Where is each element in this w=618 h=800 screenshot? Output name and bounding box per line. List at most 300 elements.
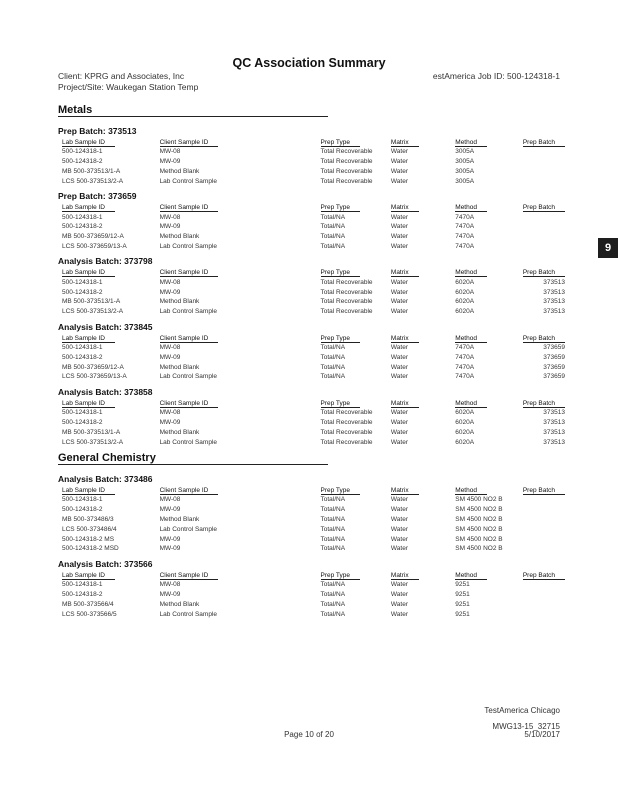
table-cell [520, 495, 569, 505]
column-header [61, 138, 159, 147]
column-header [320, 571, 390, 580]
column-header [390, 268, 454, 277]
column-header [320, 486, 390, 495]
table-cell: Total/NA [320, 545, 346, 553]
table-cell: 500-124318-2 [62, 418, 103, 426]
table-cell: MW-09 [159, 158, 181, 166]
table-cell: Water [390, 409, 409, 417]
table-cell [520, 157, 569, 167]
table-cell [520, 590, 569, 600]
table-cell: Total/NA [320, 242, 346, 250]
section-title: Metals [58, 104, 93, 116]
table-cell: 6020A [455, 278, 475, 286]
column-header [61, 203, 159, 212]
table-cell [520, 534, 569, 544]
batch-title: Prep Batch: 373513 [58, 126, 137, 136]
table-row [61, 343, 569, 353]
table-cell: LCS 500-373659/13-A [62, 242, 127, 250]
table-cell: Water [390, 288, 409, 296]
table-cell: Lab Control Sample [159, 242, 218, 250]
report-body [58, 103, 566, 624]
table-cell: MW-09 [159, 506, 181, 514]
table-cell: LCS 500-373513/2-A [62, 308, 124, 316]
table-cell: 6020A [455, 288, 475, 296]
table-cell: 9251 [455, 600, 470, 608]
column-header-label: Method [455, 400, 487, 408]
table-cell: 500-124318-1 [62, 409, 103, 417]
table-cell [520, 232, 569, 242]
table-cell: Water [390, 535, 409, 543]
table-cell: 500-124318-2 [62, 353, 103, 361]
table-cell: Total Recoverable [320, 418, 373, 426]
table-cell: 373513 [543, 278, 565, 286]
table-cell: Water [390, 515, 409, 523]
section-divider [58, 464, 328, 465]
table-cell: 500-124318-2 [62, 158, 103, 166]
table-cell: Total/NA [320, 525, 346, 533]
table-cell: 9251 [455, 581, 470, 589]
project-site: Project/Site: Waukegan Station Temp [58, 82, 199, 92]
table-cell: 500-124318-2 [62, 506, 103, 514]
table-row [61, 580, 569, 590]
table-cell: 7470A [455, 363, 475, 371]
column-header-label: Prep Type [321, 269, 361, 277]
table-cell: MB 500-373513/1-A [62, 298, 121, 306]
table-cell: Method Blank [159, 363, 200, 371]
column-header-label: Method [455, 572, 487, 580]
client-name: Client: KPRG and Associates, Inc [58, 71, 185, 81]
column-header-label: Matrix [391, 139, 419, 147]
table-cell: Water [390, 177, 409, 185]
table-cell: 6020A [455, 428, 475, 436]
table-cell: 6020A [455, 418, 475, 426]
column-header-label: Prep Type [321, 572, 361, 580]
table-cell: Total Recoverable [320, 428, 373, 436]
column-header [159, 203, 320, 212]
table-cell: Total/NA [320, 213, 346, 221]
table-cell: Total/NA [320, 496, 346, 504]
column-header-label: Method [455, 487, 487, 495]
table-cell: 9251 [455, 590, 470, 598]
table-cell: Water [390, 363, 409, 371]
table-row [61, 307, 569, 317]
table-cell: Water [390, 438, 409, 446]
batch-title: Analysis Batch: 373845 [58, 321, 153, 332]
table-cell [520, 167, 569, 177]
table-cell: 7470A [455, 223, 475, 231]
table-cell: MB 500-373513/1-A [62, 167, 121, 175]
column-header [159, 486, 320, 495]
table-cell: 500-124318-1 [62, 278, 103, 286]
table-cell: Water [390, 428, 409, 436]
table-cell: Total Recoverable [320, 167, 373, 175]
column-header [390, 138, 454, 147]
table-cell: Method Blank [159, 428, 200, 436]
column-header [520, 399, 569, 408]
table-header-row [61, 399, 569, 408]
table-row [61, 408, 569, 418]
table-cell: 7470A [455, 233, 475, 241]
table-cell: SM 4500 NO2 B [455, 496, 503, 504]
column-header [390, 399, 454, 408]
table-cell: Method Blank [159, 515, 200, 523]
table-cell: Water [390, 242, 409, 250]
table-row [61, 609, 569, 619]
table-row [61, 277, 569, 287]
column-header [390, 334, 454, 343]
table-cell: Total Recoverable [320, 298, 373, 306]
table-cell: 373513 [543, 438, 565, 446]
column-header [159, 268, 320, 277]
table-cell: Water [390, 590, 409, 598]
column-header [520, 203, 569, 212]
table-cell: Water [390, 373, 409, 381]
table-cell: 373513 [543, 298, 565, 306]
table-row [61, 495, 569, 505]
column-header-label: Client Sample ID [160, 139, 219, 147]
column-header [520, 138, 569, 147]
table-cell: LCS 500-373513/2-A [62, 177, 124, 185]
table-cell: SM 4500 NO2 B [455, 506, 503, 514]
table-cell: MW-09 [159, 545, 181, 553]
section-divider [58, 116, 328, 117]
table-cell: LCS 500-373566/5 [62, 610, 117, 618]
table-row [61, 297, 569, 307]
column-header-label: Method [455, 335, 487, 343]
column-header-label: Matrix [391, 487, 419, 495]
column-header-label: Lab Sample ID [62, 335, 115, 343]
column-header-label: Client Sample ID [160, 487, 219, 495]
batch-table [61, 268, 569, 316]
table-cell: 6020A [455, 308, 475, 316]
table-cell: Method Blank [159, 298, 200, 306]
table-cell: 373659 [543, 363, 565, 371]
table-cell: Water [390, 610, 409, 618]
table-cell: MW-08 [159, 409, 181, 417]
column-header [454, 334, 519, 343]
table-cell: Total/NA [320, 600, 346, 608]
column-header-label: Lab Sample ID [62, 487, 115, 495]
table-header-row [61, 334, 569, 343]
table-cell: Water [390, 223, 409, 231]
column-header [159, 571, 320, 580]
table-row [61, 287, 569, 297]
table-cell: Total/NA [320, 590, 346, 598]
column-header-label: Prep Type [321, 139, 361, 147]
column-header [320, 268, 390, 277]
table-cell [520, 222, 569, 232]
table-cell: MB 500-373513/1-A [62, 428, 121, 436]
table-cell: 373659 [543, 343, 565, 351]
section-title: General Chemistry [58, 451, 156, 464]
table-cell: 6020A [455, 298, 475, 306]
column-header [61, 571, 159, 580]
batch-table [61, 399, 569, 447]
table-cell: Method Blank [159, 233, 200, 241]
table-cell [520, 599, 569, 609]
table-row [61, 599, 569, 609]
table-cell: MW-09 [159, 353, 181, 361]
table-cell: Total/NA [320, 506, 346, 514]
table-cell [520, 242, 569, 252]
table-cell: MW-09 [159, 288, 181, 296]
table-cell: Lab Control Sample [159, 177, 218, 185]
table-cell: Water [390, 525, 409, 533]
table-cell: SM 4500 NO2 B [455, 545, 503, 553]
table-cell: 373513 [543, 288, 565, 296]
table-cell: SM 4500 NO2 B [455, 535, 503, 543]
table-cell: MW-08 [159, 581, 181, 589]
table-cell: 500-124318-1 [62, 343, 103, 351]
table-cell: Total/NA [320, 581, 346, 589]
table-cell: 7470A [455, 213, 475, 221]
batch-table [61, 138, 569, 186]
table-cell: Total/NA [320, 223, 346, 231]
table-cell: Water [390, 600, 409, 608]
table-cell: Water [390, 581, 409, 589]
table-cell: Lab Control Sample [159, 373, 218, 381]
batch-table [61, 486, 569, 554]
table-cell: 500-124318-1 [62, 148, 103, 156]
table-cell: Total Recoverable [320, 409, 373, 417]
column-header [454, 486, 519, 495]
column-header-label: Method [455, 204, 487, 212]
table-cell: MW-09 [159, 590, 181, 598]
table-cell: 3005A [455, 167, 475, 175]
column-header-label: Client Sample ID [160, 204, 219, 212]
column-header [454, 268, 519, 277]
column-header [61, 399, 159, 408]
table-cell: Lab Control Sample [159, 438, 218, 446]
column-header [159, 138, 320, 147]
table-cell: Total Recoverable [320, 148, 373, 156]
column-header [61, 334, 159, 343]
batch-title: Prep Batch: 373659 [58, 191, 137, 202]
column-header [320, 334, 390, 343]
page-tab-badge: 9 [598, 238, 618, 258]
column-header-label: Lab Sample ID [62, 269, 115, 277]
table-cell: Water [390, 298, 409, 306]
column-header [320, 138, 390, 147]
table-cell: Total Recoverable [320, 158, 373, 166]
table-cell: Water [390, 233, 409, 241]
table-cell: MW-08 [159, 213, 181, 221]
column-header-label: Matrix [391, 269, 419, 277]
column-header [390, 571, 454, 580]
table-cell: MB 500-373486/3 [62, 515, 114, 523]
footer-page-number: Page 10 of 20 [284, 730, 334, 739]
column-header-label: Method [455, 139, 487, 147]
table-cell: MW-08 [159, 496, 181, 504]
column-header-label: Matrix [391, 335, 419, 343]
column-header-label: Prep Type [321, 487, 361, 495]
table-row [61, 372, 569, 382]
table-row [61, 418, 569, 428]
table-cell: Water [390, 496, 409, 504]
table-row [61, 212, 569, 222]
table-cell: LCS 500-373659/13-A [62, 373, 127, 381]
column-header [454, 399, 519, 408]
table-cell [520, 609, 569, 619]
table-cell: 3005A [455, 148, 475, 156]
table-row [61, 515, 569, 525]
table-cell: Method Blank [159, 167, 200, 175]
table-cell: MB 500-373659/12-A [62, 363, 124, 371]
table-cell: Water [390, 506, 409, 514]
table-cell: 500-124318-2 [62, 223, 103, 231]
column-header-label: Method [455, 269, 487, 277]
table-cell: 7470A [455, 343, 475, 351]
table-cell: 6020A [455, 409, 475, 417]
table-cell: 500-124318-1 [62, 496, 103, 504]
column-header-label: Client Sample ID [160, 400, 219, 408]
column-header-label: Prep Type [321, 204, 361, 212]
table-row [61, 437, 569, 447]
column-header-label: Lab Sample ID [62, 139, 115, 147]
column-header [390, 203, 454, 212]
table-cell: Water [390, 213, 409, 221]
table-cell: Total/NA [320, 610, 346, 618]
column-header [454, 571, 519, 580]
table-cell: Total Recoverable [320, 438, 373, 446]
table-cell: 373659 [543, 353, 565, 361]
column-header [520, 334, 569, 343]
table-cell: Total/NA [320, 515, 346, 523]
table-row [61, 232, 569, 242]
table-cell: Water [390, 418, 409, 426]
table-cell: 373513 [543, 409, 565, 417]
table-row [61, 167, 569, 177]
column-header [61, 486, 159, 495]
table-row [61, 242, 569, 252]
table-cell: Total Recoverable [320, 177, 373, 185]
table-cell: Total Recoverable [320, 278, 373, 286]
table-cell: MB 500-373659/12-A [62, 233, 124, 241]
table-cell: Total/NA [320, 535, 346, 543]
table-cell [520, 580, 569, 590]
column-header-label: Client Sample ID [160, 572, 219, 580]
column-header-label: Prep Batch [523, 400, 565, 408]
batch-table [61, 203, 569, 251]
table-cell: 6020A [455, 438, 475, 446]
column-header [390, 486, 454, 495]
table-row [61, 147, 569, 157]
column-header-label: Client Sample ID [160, 335, 219, 343]
job-id: estAmerica Job ID: 500-124318-1 [432, 71, 560, 81]
table-cell: MB 500-373566/4 [62, 600, 114, 608]
table-cell: Lab Control Sample [159, 610, 218, 618]
table-cell: MW-08 [159, 343, 181, 351]
table-cell [520, 505, 569, 515]
table-cell: Lab Control Sample [159, 308, 218, 316]
page-title: QC Association Summary [232, 56, 386, 70]
column-header-label: Matrix [391, 572, 419, 580]
column-header-label: Matrix [391, 400, 419, 408]
table-row [61, 534, 569, 544]
table-cell [520, 176, 569, 186]
batch-title: Analysis Batch: 373566 [58, 558, 153, 569]
table-cell: Water [390, 148, 409, 156]
table-cell: SM 4500 NO2 B [455, 525, 503, 533]
table-cell: Water [390, 545, 409, 553]
table-cell: 500-124318-1 [62, 213, 103, 221]
column-header [520, 571, 569, 580]
table-cell: Total/NA [320, 353, 346, 361]
table-cell: 500-124318-1 [62, 581, 103, 589]
table-row [61, 590, 569, 600]
footer-code: MWG13-15_32715 [492, 722, 560, 731]
batch-title: Analysis Batch: 373798 [58, 256, 153, 267]
table-cell: Water [390, 308, 409, 316]
table-cell: 373513 [543, 308, 565, 316]
table-cell: Total/NA [320, 363, 346, 371]
column-header [520, 486, 569, 495]
footer-date: 5/10/2017 [524, 730, 560, 739]
table-row [61, 544, 569, 554]
table-cell: MW-08 [159, 278, 181, 286]
table-cell: Water [390, 278, 409, 286]
table-cell: MW-09 [159, 418, 181, 426]
table-cell: 3005A [455, 177, 475, 185]
table-row [61, 176, 569, 186]
table-cell [520, 524, 569, 534]
batch-table [61, 571, 569, 619]
column-header [320, 203, 390, 212]
column-header-label: Client Sample ID [160, 269, 219, 277]
table-cell [520, 212, 569, 222]
table-cell: Total Recoverable [320, 308, 373, 316]
column-header [61, 268, 159, 277]
table-header-row [61, 138, 569, 147]
table-cell: Water [390, 343, 409, 351]
table-cell [520, 544, 569, 554]
table-cell: 7470A [455, 373, 475, 381]
table-cell: Water [390, 158, 409, 166]
table-cell: MW-09 [159, 223, 181, 231]
table-cell: 373513 [543, 418, 565, 426]
column-header [320, 399, 390, 408]
column-header-label: Prep Batch [523, 139, 565, 147]
table-cell: 3005A [455, 158, 475, 166]
table-row [61, 362, 569, 372]
table-cell: 500-124318-2 [62, 288, 103, 296]
table-cell: 500-124318-2 [62, 590, 103, 598]
table-cell: Total Recoverable [320, 288, 373, 296]
table-row [61, 427, 569, 437]
table-cell: 9251 [455, 610, 470, 618]
table-cell: 500-124318-2 MS [62, 535, 115, 543]
table-cell [520, 515, 569, 525]
table-cell: SM 4500 NO2 B [455, 515, 503, 523]
column-header-label: Lab Sample ID [62, 400, 115, 408]
column-header-label: Prep Type [321, 400, 361, 408]
table-row [61, 222, 569, 232]
table-cell: Total/NA [320, 233, 346, 241]
table-header-row [61, 571, 569, 580]
table-cell [520, 147, 569, 157]
table-cell: 373659 [543, 373, 565, 381]
column-header-label: Matrix [391, 204, 419, 212]
column-header [159, 399, 320, 408]
table-cell: LCS 500-373486/4 [62, 525, 117, 533]
batch-title: Analysis Batch: 373486 [58, 473, 153, 484]
table-cell: 373513 [543, 428, 565, 436]
table-cell: Total/NA [320, 343, 346, 351]
table-cell: Total/NA [320, 373, 346, 381]
table-row [61, 524, 569, 534]
table-header-row [61, 268, 569, 277]
table-cell: Method Blank [159, 600, 200, 608]
